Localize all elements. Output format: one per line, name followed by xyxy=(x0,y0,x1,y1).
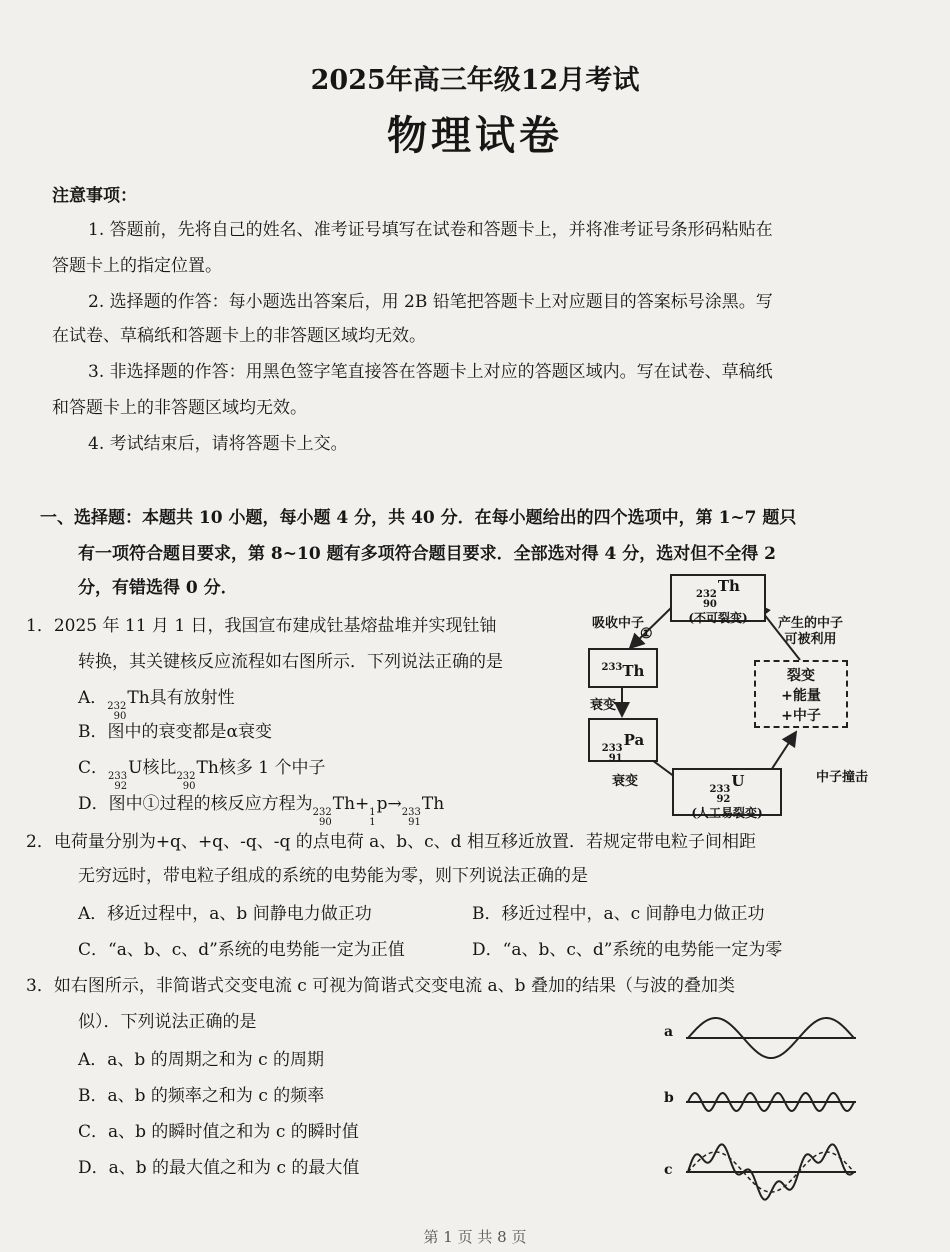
wave-b-label: b xyxy=(664,1090,674,1106)
section1-line2: 有一项符合题目要求，第 8~10 题有多项符合题目要求．全部选对得 4 分，选对但不全得 2 xyxy=(78,544,776,564)
pa233-box: 233 91 Pa xyxy=(588,718,658,762)
wave-a-label: a xyxy=(664,1024,674,1040)
step-one-marker: ① xyxy=(640,626,653,642)
q3-option-a: A．a、b 的周期之和为 c 的周期 xyxy=(78,1050,325,1070)
notice-item1-line1: 1. 答题前，先将自己的姓名、准考证号填写在试卷和答题卡上，并将准考证号条形码粘贴在 xyxy=(88,220,773,240)
q3-stem-line2: 似）．下列说法正确的是 xyxy=(78,1012,257,1032)
subject-title: 物理试卷 xyxy=(387,112,563,159)
decay-label-2: 衰变 xyxy=(612,774,639,789)
page-footer: 第 1 页 共 8 页 xyxy=(423,1228,527,1246)
decay-label-1: 衰变 xyxy=(590,698,617,713)
q3-stem-line1: 3．如右图所示，非简谐式交变电流 c 可视为简谐式交变电流 a、b 叠加的结果（与波的叠加类 xyxy=(26,976,735,996)
q2-option-b: B．移近过程中，a、c 间静电力做正功 xyxy=(472,904,765,924)
q2-option-a: A．移近过程中，a、b 间静电力做正功 xyxy=(78,904,372,924)
q1-option-b: B．图中的衰变都是α衰变 xyxy=(78,722,272,742)
q1-option-d: D．图中①过程的核反应方程为 232 90 Th+ 1 1 p→ 233 91 Th xyxy=(78,794,445,828)
q1-option-a: A． 232 90 Th具有放射性 xyxy=(78,688,235,722)
notice-item1-line2: 答题卡上的指定位置。 xyxy=(52,256,222,276)
notice-item3-line1: 3. 非选择题的作答：用黑色签字笔直接答在答题卡上对应的答题区域内。写在试卷、草稿纸 xyxy=(88,362,773,382)
usable-neutron-label: 产生的中子 可被利用 xyxy=(778,616,844,647)
wave-c-label: c xyxy=(664,1162,673,1178)
notice-item2-line1: 2. 选择题的作答：每小题选出答案后，用 2B 铅笔把答题卡上对应题目的答案标号涂黑。写 xyxy=(88,292,773,312)
q3-option-c: C．a、b 的瞬时值之和为 c 的瞬时值 xyxy=(78,1122,359,1142)
th232-box: 232 90 Th (不可裂变) xyxy=(670,574,766,622)
exam-title: 2025年高三年级12月考试 xyxy=(310,65,640,96)
notice-item4: 4. 考试结束后，请将答题卡上交。 xyxy=(88,434,348,454)
q2-stem-line2: 无穷远时，带电粒子组成的系统的电势能为零，则下列说法正确的是 xyxy=(78,866,588,886)
absorb-neutron-label: 吸收中子 xyxy=(592,616,645,631)
q3-option-b: B．a、b 的频率之和为 c 的频率 xyxy=(78,1086,325,1106)
q2-option-c: C．“a、b、c、d”系统的电势能一定为正值 xyxy=(78,940,405,960)
th233-box: $^{233}$Th xyxy=(588,648,658,688)
notice-item3-line2: 和答题卡上的非答题区域均无效。 xyxy=(52,398,307,418)
q1-stem-line2: 转换，其关键核反应流程如右图所示．下列说法正确的是 xyxy=(78,652,503,672)
notice-heading: 注意事项： xyxy=(52,186,137,206)
q3-option-d: D．a、b 的最大值之和为 c 的最大值 xyxy=(78,1158,360,1178)
notice-item2-line2: 在试卷、草稿纸和答题卡上的非答题区域均无效。 xyxy=(52,326,426,346)
q1-option-c: C． 233 92 U核比 232 90 Th核多 1 个中子 xyxy=(78,758,326,792)
section1-line3: 分，有错选得 0 分． xyxy=(78,578,238,598)
fission-box: 裂变 +能量 +中子 xyxy=(754,660,848,728)
q2-stem-line1: 2．电荷量分别为+q、+q、-q、-q 的点电荷 a、b、c、d 相互移近放置．若规定带电粒子间相距 xyxy=(26,832,756,852)
q1-stem-line1: 1．2025 年 11 月 1 日，我国宣布建成钍基熔盐堆并实现钍铀 xyxy=(26,616,497,636)
u233-box: 233 92 U (人工易裂变) xyxy=(672,768,782,816)
q2-option-d: D．“a、b、c、d”系统的电势能一定为零 xyxy=(472,940,783,960)
neutron-hit-label: 中子撞击 xyxy=(816,770,869,785)
section1-line1: 一、选择题：本题共 10 小题，每小题 4 分，共 40 分．在每小题给出的四个选项中，第 1~7 题只 xyxy=(40,508,797,528)
